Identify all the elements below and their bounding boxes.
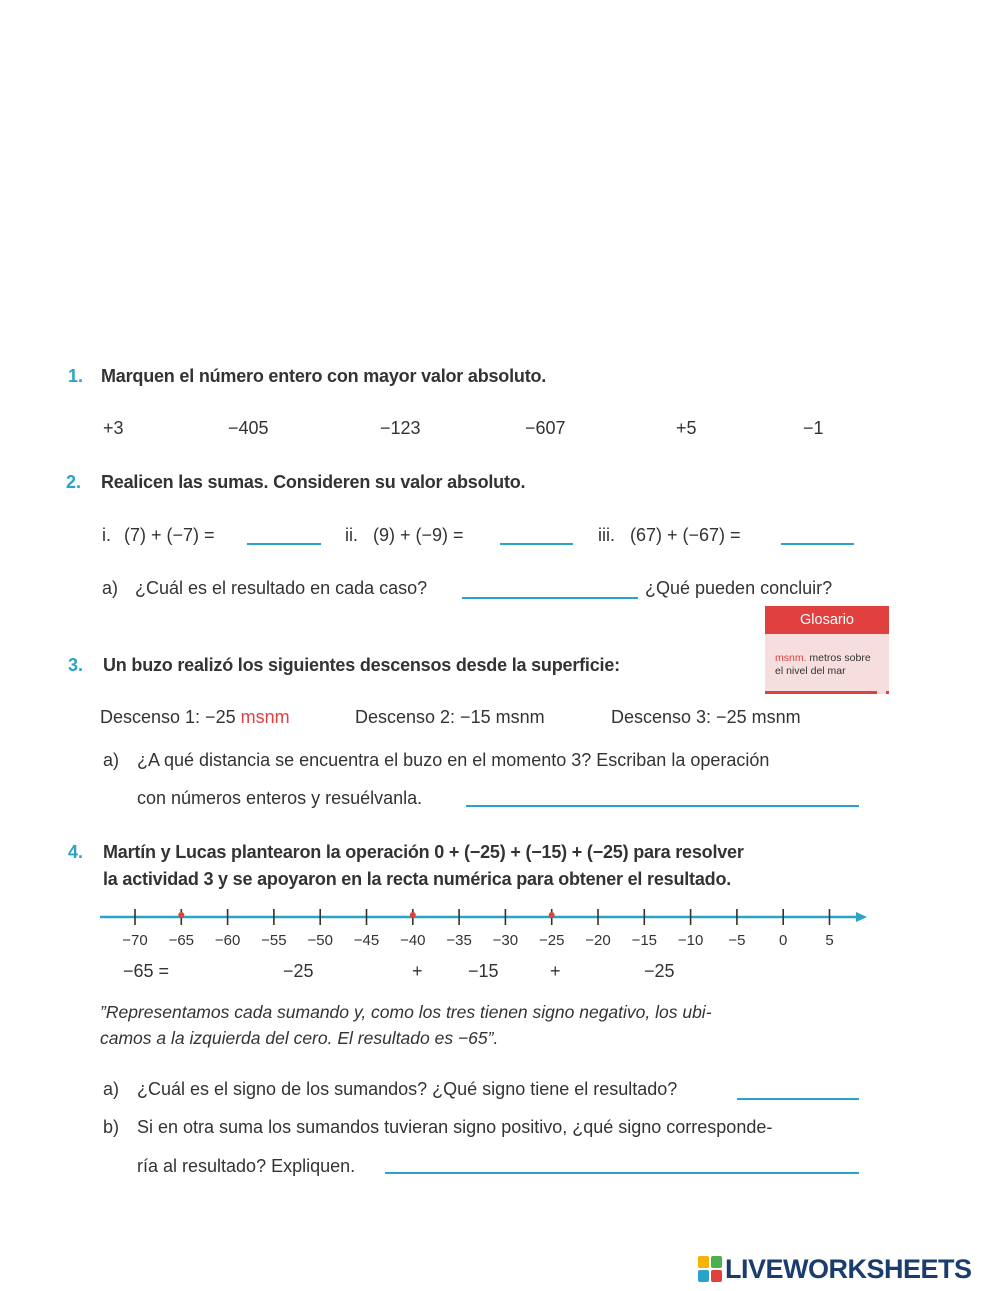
q2-answer-blank-iii[interactable]: [781, 543, 854, 545]
q2-number: 2.: [66, 472, 82, 492]
glossary-def2: el nivel del mar: [775, 665, 846, 677]
number-line-arrow: [856, 912, 867, 922]
glossary-underline-end: [886, 691, 889, 694]
q4-number: 4.: [68, 842, 84, 862]
number-line-tick-label: −50: [307, 932, 333, 949]
q4b-line1: Si en otra suma los sumandos tuvieran signo positivo, ¿qué signo correspondе-: [137, 1117, 773, 1137]
q2a-answer-blank[interactable]: [462, 597, 638, 599]
q4b-label: b): [103, 1117, 120, 1137]
q1-value[interactable]: −405: [228, 418, 269, 438]
q2a-text1: ¿Cuál es el resultado en cada caso?: [135, 578, 428, 598]
q1-value[interactable]: −123: [380, 418, 421, 438]
glossary-title: Glosario: [765, 606, 889, 634]
number-line-tick-label: −20: [585, 932, 611, 949]
q4-eq-term-a: −25: [283, 961, 314, 981]
q4-eq-term-c: −25: [644, 961, 675, 981]
number-line: [90, 900, 880, 960]
q3-number: 3.: [68, 655, 84, 675]
q3-descent-1: [100, 707, 290, 728]
q2-text: Realicen las sumas. Consideren su valor absoluto.: [101, 472, 526, 492]
q2-item-label: ii.: [345, 525, 358, 545]
q3a-label: a): [103, 750, 120, 770]
number-line-tick-label: −65: [168, 932, 195, 949]
number-line-tick-label: −5: [728, 932, 746, 949]
number-line-point[interactable]: [549, 912, 555, 918]
number-line-tick-label: −30: [492, 932, 519, 949]
number-line-point[interactable]: [178, 912, 184, 918]
glossary-box: [765, 606, 889, 694]
q3-text: Un buzo realizó los siguientes descensos desde la superficie:: [103, 655, 620, 675]
q2-answer-blank-ii[interactable]: [500, 543, 573, 545]
q4-eq-plus: +: [412, 961, 423, 981]
q2-answer-blank-i[interactable]: [247, 543, 321, 545]
number-line-tick-label: −60: [214, 932, 241, 949]
liveworksheets-icon: [698, 1256, 722, 1282]
q4-quote-line1: ”Representamos cada sumando y, como los tres tienen signo negativo, los ubi-: [100, 1002, 712, 1022]
q3-descent-2: Descenso 2: −15 msnm: [355, 707, 545, 727]
q1-value[interactable]: +5: [676, 418, 697, 438]
q3a-line2: con números enteros y resuélvanla.: [137, 788, 423, 808]
q2-item-label: iii.: [598, 525, 615, 545]
glossary-definition: [765, 634, 889, 694]
q4b-answer-blank[interactable]: [385, 1172, 859, 1174]
number-line-tick-label: −25: [538, 932, 565, 949]
glossary-def1: metros sobre: [806, 652, 871, 664]
q4-eq-term-b: −15: [468, 961, 499, 981]
q1-number: 1.: [68, 366, 84, 386]
q2a-text2: ¿Qué pueden concluir?: [645, 578, 833, 598]
number-line-tick-label: −15: [631, 932, 658, 949]
q4-quote-line2: camos a la izquierda del cero. El resultado es −65”.: [100, 1028, 499, 1048]
q4a-answer-blank[interactable]: [737, 1098, 859, 1100]
q4b-line2: ría al resultado? Expliquen.: [137, 1156, 356, 1176]
q2a-label: a): [102, 578, 119, 598]
q4-eq-result: −65 =: [123, 961, 170, 981]
q2-item-expr: (67) + (−67) =: [630, 525, 741, 545]
logo-square: [698, 1270, 709, 1282]
q4-eq-plus: +: [550, 961, 561, 981]
number-line-point[interactable]: [410, 912, 416, 918]
glossary-underline: [765, 691, 877, 694]
q3-descent-3: Descenso 3: −25 msnm: [611, 707, 801, 727]
number-line-tick-label: −45: [353, 932, 380, 949]
number-line-tick-label: −55: [261, 932, 287, 949]
q3-descent-1-text: Descenso 1: −25: [100, 707, 241, 727]
q3a-line1: ¿A qué distancia se encuentra el buzo en el momento 3? Escriban la operación: [137, 750, 770, 770]
q1-value[interactable]: −607: [525, 418, 566, 438]
glossary-term: msnm.: [775, 652, 807, 664]
number-line-tick-label: 0: [779, 932, 788, 949]
liveworksheets-wordmark: LIVEWORKSHEETS: [725, 1253, 972, 1284]
msnm-glossary-link[interactable]: msnm: [240, 707, 290, 727]
number-line-tick-label: −70: [122, 932, 148, 949]
q2-item-expr: (9) + (−9) =: [373, 525, 464, 545]
q4-line2: la actividad 3 y se apoyaron en la recta numérica para obtener el resultado.: [103, 869, 732, 889]
q4a-text: ¿Cuál es el signo de los sumandos? ¿Qué signo tiene el resultado?: [137, 1079, 678, 1099]
q4a-label: a): [103, 1079, 120, 1099]
liveworksheets-logo[interactable]: [698, 1253, 972, 1285]
logo-square: [711, 1270, 722, 1282]
q1-text: Marquen el número entero con mayor valor absoluto.: [101, 366, 547, 386]
q2-item-label: i.: [102, 525, 111, 545]
number-line-tick-label: −40: [400, 932, 426, 949]
q4-line1: Martín y Lucas plantearon la operación 0 + (−25) + (−15) + (−25) para resolver: [103, 842, 744, 862]
logo-square: [711, 1256, 722, 1268]
number-line-tick-label: −10: [677, 932, 704, 949]
logo-square: [698, 1256, 709, 1268]
q2-item-expr: (7) + (−7) =: [124, 525, 215, 545]
q1-value[interactable]: +3: [103, 418, 124, 438]
q3a-answer-blank[interactable]: [466, 805, 859, 807]
q1-value[interactable]: −1: [803, 418, 824, 438]
number-line-tick-label: 5: [825, 932, 834, 949]
number-line-tick-label: −35: [446, 932, 472, 949]
